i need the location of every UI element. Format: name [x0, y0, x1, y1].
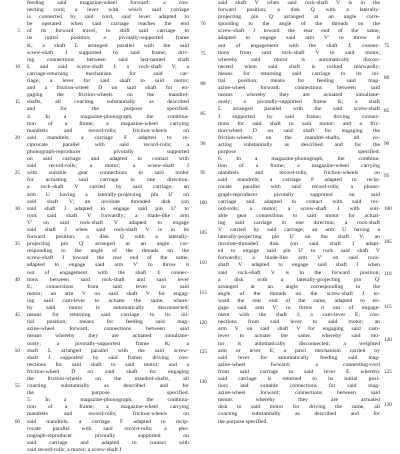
text-line: 6. In a magazine-phonograph, the combina-	[218, 156, 380, 163]
line-number: 20	[14, 134, 20, 141]
line-number: 130	[384, 401, 392, 408]
text-line: friction-wheel D on said shaft for engaging	[27, 368, 189, 375]
text-line: arranged at an angle corresponding to the	[218, 283, 380, 290]
line-number: 70	[200, 21, 206, 28]
text-line: nected when said shaft is rocked rearwardly;	[218, 63, 380, 70]
text-line: involute-threaded disk (on said shaft J adapt-	[218, 241, 380, 248]
text-line: shaft V adapted to engage said shaft J when	[218, 262, 380, 269]
line-number: 40	[14, 276, 20, 283]
line-number: 35	[14, 241, 20, 248]
text-line: ord-rolls; a motor; a screw-shaft J with suit-	[218, 205, 380, 212]
line-number: 110	[199, 259, 207, 266]
text-line: tions between said rock-shaft and said lever	[27, 276, 189, 283]
text-line: said mandrels; a carriage F adapted to re-	[27, 134, 189, 141]
text-line: laterally-projecting pin U' on the shaft V; an	[218, 234, 380, 241]
text-line: said mandrels; a carriage F adapted to recip-	[218, 177, 380, 184]
line-number: 80	[384, 75, 390, 82]
line-number: 130	[199, 379, 207, 386]
text-line: coacting substantially as described and for	[27, 383, 189, 390]
text-line: carriage-returning mechanism for said car-	[27, 70, 189, 77]
line-number: 120	[384, 336, 392, 343]
text-line: projecting pin Q' arranged at an angle corre-	[218, 14, 380, 21]
text-line: acting substantially as described and for the	[218, 141, 380, 148]
text-line: tial position; means for feeding said mag-	[27, 319, 189, 326]
line-number: 55	[14, 383, 20, 390]
text-line: arm U having a laterally-projecting pin U' on	[27, 191, 189, 198]
text-line: of its forward travel, to shift said carriage to	[27, 28, 189, 35]
line-number: 125	[384, 369, 392, 376]
text-line: rocate parallel with said record-rolls; a pho-	[27, 425, 189, 432]
text-line: tion of a frame; a magazine-wheel carrying	[27, 404, 189, 411]
text-line: a disk with a laterally-projecting pin Q'	[218, 276, 380, 283]
text-line: forward position; a disk Q with a laterally-	[27, 234, 189, 241]
text-line: means for returning said carriage to its ini-	[27, 312, 189, 319]
line-number: 90	[384, 140, 390, 147]
text-line: rocate parallel with said record-rolls; a phono-	[218, 184, 380, 191]
text-line: forward position; a disk Q with a laterally-	[218, 7, 380, 14]
line-number: 100	[384, 205, 392, 212]
right-text-column	[218, 0, 380, 426]
text-line: coacting substantially as described and for	[218, 411, 380, 418]
text-line: mandrels and record-rolls; friction-wheels on	[218, 170, 380, 177]
text-line: forwardly; a blade-like arm V' on said rock-	[218, 255, 380, 262]
text-line: screw-shaft J supported by said frame; driv-	[27, 49, 189, 56]
text-line: whereby said motor is automatically discon-	[218, 56, 380, 63]
text-line: rock said shaft V forwardly; a blade-like arm	[27, 212, 189, 219]
text-line: means whereby they are actuated simultane-	[27, 333, 189, 340]
text-line: disk to said motor for driving the same, all	[218, 404, 380, 411]
text-line: L and said screw-shaft J; a rock-shaft V; a	[27, 63, 189, 70]
text-line: J supported by said frame; driving connec-	[218, 113, 380, 120]
line-number: 10	[14, 63, 20, 70]
text-line: said shaft J when said rock-shaft V is in its	[27, 227, 189, 233]
text-line: and a friction-wheel D on said shaft for en-	[27, 85, 189, 92]
text-line: ing said carriage in one direction; a rock-shaft	[218, 219, 380, 226]
text-line: tion-wheel D on said shaft for engaging the	[218, 127, 380, 134]
text-line: is connected by said cord, said lever adapted to	[27, 14, 189, 21]
text-line: K; a shaft L arranged parallel with the said	[27, 42, 189, 49]
text-line: mandrels and record-rolls; friction-wheels on	[27, 127, 189, 134]
text-line: out of engagement with the shaft J; connec-	[218, 42, 380, 49]
line-number: 105	[384, 238, 392, 245]
line-number: 85	[384, 107, 390, 114]
text-line: lever to actuate the same, whereby said mo-	[218, 333, 380, 340]
line-number: 105	[199, 230, 207, 237]
text-line: ing connections between said last-named shaft	[27, 56, 189, 63]
line-number: 25	[14, 170, 20, 177]
line-number: 30	[14, 205, 20, 212]
text-line: said rock-shaft V is in the forward position;	[218, 269, 380, 276]
text-line: 5. In a magazine-phonograph, the combina-	[27, 397, 189, 404]
text-line: the purpose specified.	[218, 418, 268, 425]
text-line: arm V on said shaft V for engaging said cam-	[218, 326, 380, 333]
text-line: shafts, all coacting substantially as described	[27, 99, 189, 106]
text-line: azine-wheel forward; connections between said	[218, 85, 380, 92]
text-line: phonograph-reproducer pivotally supported	[27, 148, 189, 155]
text-line: from said carriage to said lever E whereby	[218, 368, 380, 375]
line-number: 80	[200, 80, 206, 87]
text-line: feeding said magazine-wheel forward; a con-	[27, 0, 189, 6]
text-line: tion; and suitable connections for said mag-	[218, 383, 380, 390]
text-line: gaging the friction-wheels on the mandrel-	[27, 92, 189, 99]
text-line: nections for said shaft to said motor; and a	[27, 361, 189, 368]
text-line: said carriage is returned to its initial posi-	[218, 375, 380, 382]
line-number: 90	[200, 140, 206, 147]
text-line: on said carriage and adapted to contact with	[27, 156, 189, 163]
text-line: said record-rolls; a motor; a screw-shaft J	[27, 163, 189, 170]
line-number: 125	[199, 349, 207, 356]
text-line: be operated when said carriage reaches the end	[27, 21, 189, 28]
text-line: shaft J supported by said frame; driving con-	[27, 354, 189, 361]
text-line: ed to engage said pin U' to rock said shaft V	[218, 248, 380, 255]
text-line: riage; a lever for said shaft to said motor;	[27, 78, 189, 85]
text-line: said shaft J adapted to engage said pin U' to	[27, 205, 189, 212]
line-number: 15	[14, 99, 20, 106]
text-line: tions for said shaft to said motor; and a fric-	[218, 120, 380, 127]
text-line: and for the purpose specified.	[27, 106, 189, 113]
text-line: E; connections from said lever to said	[27, 283, 189, 290]
text-line: arm or lever E; a pawl mechanism carried by	[218, 347, 380, 354]
text-line: means whereby they are actuated	[218, 397, 380, 404]
text-line: azine-wheel forward; connections between said	[218, 390, 380, 397]
text-line: tion of a frame; a magazine-wheel carrying	[27, 120, 189, 127]
text-line: said shaft V when said rock-shaft V is in the	[218, 0, 380, 6]
line-number: 100	[199, 200, 207, 207]
text-line: motor; an arm V on said shaft V for engag-	[27, 290, 189, 297]
line-number: 60	[14, 418, 20, 425]
line-number: 115	[199, 289, 207, 296]
text-line: mandrels and record-rolls; friction-wheels on	[27, 411, 189, 418]
text-line: V' on said rock-shaft V adapted to engage	[27, 219, 189, 226]
text-line: by said motor is automatically disconnected;	[27, 305, 189, 312]
text-line: tial position; means for feeding said mag-	[218, 78, 380, 85]
text-line: necting cord; a lever with which said carriage	[27, 7, 189, 14]
line-number: 50	[14, 347, 20, 354]
text-line: L arranged parallel with the said screw-shaft	[218, 106, 380, 113]
line-number: 115	[384, 303, 392, 310]
text-line: gage said arm V' to throw it out of engage-	[218, 305, 380, 312]
text-line: adapted to engage said arm V' to throw it	[218, 35, 380, 42]
line-number: 120	[199, 319, 207, 326]
line-number: 95	[384, 173, 390, 180]
text-line: means whereby they are actuated simultane-	[218, 92, 380, 99]
line-number: 5	[17, 28, 20, 35]
text-line: with suitable gear connections to said motor	[27, 170, 189, 177]
line-number: 95	[200, 170, 206, 177]
text-line: out of engagement with the shaft J; connec-	[27, 269, 189, 276]
text-line: tor is automatically disconnected; a weighted	[218, 340, 380, 347]
text-line: screw-shaft J toward the rear end of the same,	[27, 255, 189, 262]
left-text-column	[27, 0, 189, 454]
text-line: screw-shaft J toward the rear end of the same,	[218, 28, 380, 35]
text-line: nograph-reproducer pivotally supported on	[27, 432, 189, 439]
line-number: 75	[200, 51, 206, 58]
text-line: ward the rear end of the same, adapted to en-	[218, 297, 380, 304]
text-line: tion of a frame; a magazine-wheel carrying	[218, 163, 380, 170]
text-line: said record-rolls; a motor; a screw-shaft J	[27, 446, 122, 453]
line-number: 85	[200, 110, 206, 117]
text-line: friction-wheels on the mandrel-shafts, all co-	[218, 134, 380, 141]
text-line: a rock-shaft V carried by said carriage; an	[27, 184, 189, 191]
text-line: ing said cam-lever to actuate the same, where-	[27, 297, 189, 304]
text-line: nections from said lever to said motor; an	[218, 319, 380, 326]
text-line: carriage and adapted to contact with said rec-	[218, 198, 380, 205]
text-line: ciprocate parallel with said record-rolls; a	[27, 141, 189, 148]
text-line: for actuating said carriage in one direction;	[27, 177, 189, 184]
text-line: said carriage and adapted to contact with	[27, 439, 189, 446]
text-line: azine-wheel forward; connections between said	[27, 326, 189, 333]
text-line: V carried by said carriage; an arm U having a	[218, 227, 380, 233]
text-line: azine-wheel forward; a connecting-cord	[218, 361, 380, 368]
text-line: 4. In a magazine-phonograph, the combina-	[27, 113, 189, 120]
text-line: the purpose specified.	[27, 390, 189, 397]
line-number: 45	[14, 312, 20, 319]
text-line: adapted to engage said arm V' to throw it	[27, 262, 189, 269]
text-line: purpose specified.	[218, 148, 380, 155]
text-line: angle of the threads on the screw-shaft J to-	[218, 290, 380, 297]
text-line: said lever for automatically feeding said mag-	[218, 354, 380, 361]
text-line: graph-reproducer pivotally supported on said	[218, 191, 380, 198]
text-line: shaft L arranged parallel with the said screw-	[27, 347, 189, 354]
text-line: ously; a pivotally-supported frame K; a shaft	[218, 99, 380, 106]
text-line: said shaft V; an involute threaded disk (on	[27, 198, 189, 205]
text-line: the friction-wheels on the mandrel-shafts, all	[27, 375, 189, 382]
text-line: ment with the shaft J; a cam-lever E; con-	[218, 312, 380, 319]
text-line: projecting pin Q' arranged at an angle cor-	[27, 241, 189, 248]
text-line: responding to the angle of the threads on the	[27, 248, 189, 255]
line-number: 75	[384, 42, 390, 49]
text-line: sponding to the angle of the threads on the	[218, 21, 380, 28]
text-line: ously; a pivotally-supported frame K; a	[27, 340, 189, 347]
text-line: able gear connections to said motor for actuat-	[218, 212, 380, 219]
text-line: tions from said rock-shaft V to said motor,	[218, 49, 380, 56]
text-line: said mandrels; a carriage F adapted to recip-	[27, 418, 189, 425]
line-number: 110	[384, 271, 392, 278]
text-line: means for returning said carriage to its ini-	[218, 70, 380, 77]
text-line: its initial position; a pivotally-supported frame	[27, 35, 189, 42]
